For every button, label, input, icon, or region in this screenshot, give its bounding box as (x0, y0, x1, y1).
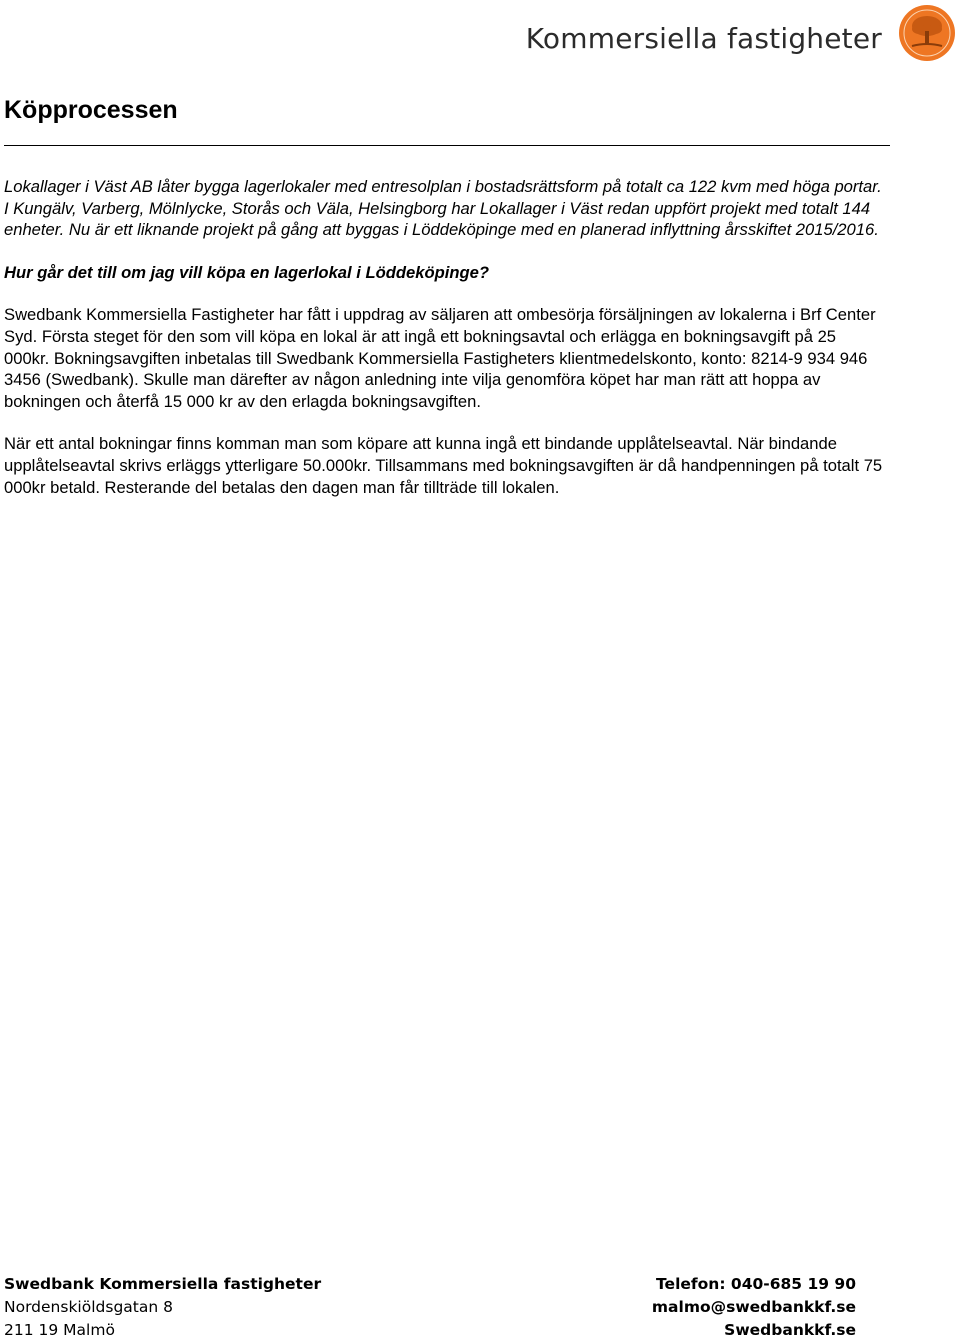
footer-phone: Telefon: 040-685 19 90 (656, 1275, 856, 1293)
footer-street: Nordenskiöldsgatan 8 (4, 1298, 173, 1316)
brand-name: Kommersiella fastigheter (525, 22, 882, 55)
paragraph-booking: Swedbank Kommersiella Fastigheter har fått i uppdrag av säljaren att ombesörja försäljningen av lokalerna i Brf Center Syd. Första steget för den som vill köpa en lokal är att ingå ett bokningsavtal och erlägga en bokningsavgift på 25 000kr. Bokningsavgiften inbetalas till Swedbank Kommersiella Fastigheters klientmedelskonto, konto: 8214-9 934 946 3456 (Swedbank). Skulle man därefter av någon anledning inte vilja genomföra köpet har man rätt att hoppa av bokningen och återfå 15 000 kr av den erlagda bokningsavgiften. (4, 305, 876, 411)
intro-line-2: I Kungälv, Varberg, Mölnlycke, Storås och Väla, Helsingborg har Lokallager i Väst redan uppfört projekt med totalt 144 enheter. Nu är ett liknande projekt på gång att byggas i Löddeköpinge med en planerad inflyttning årsskiftet 2015/2016. (4, 198, 879, 240)
footer-email[interactable]: malmo@swedbankkf.se (651, 1298, 856, 1316)
page-title: Köpprocessen (4, 96, 178, 124)
intro-line-1: Lokallager i Väst AB låter bygga lagerlokaler med entresolplan i bostadsrättsform på totalt ca 122 kvm med höga portar. (4, 177, 882, 196)
question-heading: Hur går det till om jag vill köpa en lagerlokal i Löddeköpinge? (4, 262, 489, 282)
swedbank-oak-logo-icon (898, 4, 956, 62)
paragraph-agreement: När ett antal bokningar finns komman man som köpare att kunna ingå ett bindande upplåtelseavtal. När bindande upplåtelseavtal skrivs erläggs ytterligare 50.000kr. Tillsammans med bokningsavgiften är då handpenningen på totalt 75 000kr betald. Resterande del betalas den dagen man får tillträde till lokalen. (4, 434, 883, 497)
document-body (4, 176, 884, 498)
footer (4, 1273, 856, 1342)
intro-paragraph (4, 176, 884, 241)
footer-city: 211 19 Malmö (4, 1321, 115, 1339)
footer-company: Swedbank Kommersiella fastigheter (4, 1275, 322, 1293)
title-divider (4, 145, 890, 146)
footer-website[interactable]: Swedbankkf.se (724, 1321, 856, 1339)
